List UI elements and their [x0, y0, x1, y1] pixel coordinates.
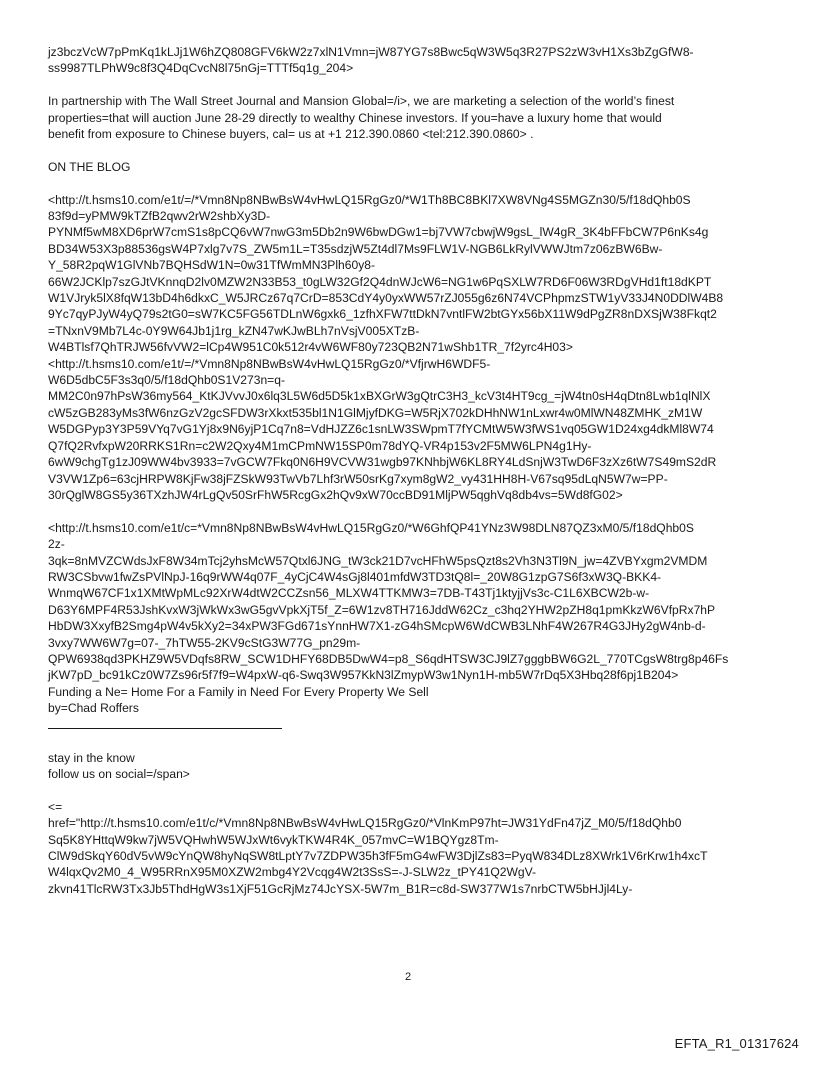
encoded-url-fragment: jz3bczVcW7pPmKq1kLJj1W6hZQ808GFV6kW2z7xlN1Vmn=jW87YG7s8Bwc5qW3W5q3R27PS2zW3vH1Xs3bZgGfW8- ss9987TLPhW9c8f3Q4DqCvcN8l75nGj=TTTf5q1g_204>: [48, 45, 694, 76]
email-body: [48, 44, 772, 897]
horizontal-divider: [48, 728, 282, 729]
social-link-href: <= href="http://t.hsms10.com/e1t/c/*Vmn8Np8NBwBsW4vHwLQ15RgGz0/*VlnKmP97ht=JW31YdFn47jZ_M0/5/f18dQhb0 Sq5K8YHttqW9kw7jW5VQHwhW5WJxWt6vykTKW4R4K_057mvC=W1BQYgz8Tm- ClW9dSkqY60dV5vW9cYnQW8hyNqSW8tLptY7v7ZDPW35h3fF5mG4wFW3DjlZs83=PyqW834DLz8XWrk1V6rKrw1h4xcT W4lqxQv2M0_4_W95RRnX95M0XZW2mbg4Y2Vcqg4W2t3SsS=-J-SLW2z_tPY41Q2WgV- zkvn41TlcRW3Tx3Jb5ThdHgW3s1XjF51GcRjMz74JcYSX-5W7m_B1R=c8d-SW377W1s7nrbCTW5bHJjl4Ly-: [48, 799, 708, 896]
blog-tracking-links: <http://t.hsms10.com/e1t/=/*Vmn8Np8NBwBsW4vHwLQ15RgGz0/*W1Th8BC8BKl7XW8VNg4S5MGZn30/5/f18dQhb0S 83f9d=yPMW9kTZfB2qwv2rW2shbXy3D- PYNMf5wM8XD6prW7cmS1s8pCQ6vW7nwG3m5Db2n9W6bwDGw1=bj7VW7cbwjW9gsL_lW4gR_3K4bFFbCW7P6nKs4g BD34W53X3p88536gsW4P7xlg7v7S_ZW5m1L=T35sdzjW5Zt4dl7Ms9FLW1V-NGB6LkRylVWWJtm7z06zBW6Bw- Y_58R2pqW1GlVNb7BQHSdW1N=0w31TfWmMN3Plh60y8- 66W2JCKlp7szGJtVKnnqD2lv0MZW2N33B53_t0gLW32Gf2Q4dnWJcW6=NG1w6PqSXLW7RD6F06W3RDgVHd1ft18dKPT W1VJryk5lX8fqW13bD4h6dkxC_W5JRCz67q7CrD=853CdY4y0yxWW57rZJ055g6z6N74VCPhpmzSTW1yV33J4N0DDlW4B8 9Yc7qyPJyW4yQ79s2tG0=sW7KC5FG56TDLnW6gxk6_1zfhXFW7ttDkN7vntlFW2btGYx56bX11W9dPgZR8nDXSjW38Fkqt2 =TNxnV9Mb7L4c-0Y9W64Jb1j1rg_kZN47wKJwBLh7nVsjV005XTzB- W4BTlsf7QhTRJW56fvVW2=lCp4W951C0k512r4vW6WF80y723QB2N71wShb1TR_7f2yrc4H03> <http://t.hsms10.com/e1t/=/*Vmn8Np8NBwBsW4vHwLQ15RgGz0/*VfjrwH6WDF5- W6D5dbC5F3s3q0/5/f18dQhb0S1V273n=q- MM2C0n97hPsW36my564_KtKJVvvJ0x6lq3L5W6d5D5k1xBXGrW3gQtrC3H3_kcV3t4HT9cg_=jW4tn0sH4qDtn8Lwb1qlNlX cW5zGB283yMs3fW6nzGzV2gcSFDW3rXkxt535bl1N1GlMjyfDKG=W5RjX702kDHhNW1nLxwr4w0MlWN48ZMHK_zM1W W5DGPyp3Y3P59VYq7vG1Yj8x9N6yjP1Cq7n8=VdHJZZ6c1snLW3SWpmT7fYCMtW5W3fWS1vq05GW1D24xg4dkMl8W74 Q7fQ2RvfxpW20RRKS1Rn=c2W2Qxy4M1mCPmNW15SP0m78dYQ-VR4p153v2F5MW6LPN4g1Hy- 6wW9chgTg1zJ09WW4bv3933=7vGCW7Fkq0N6H9VCVW31wgb97KNhbjW6KL8RY4LdSnjW3TwD6F3zXz6tW7S49mS2dR V3VW1Zp6=63cjHRPW8KjFw38jFZSkW93TwVb7Lhf3rW50srKg7xym8gW2_vy431HH8H-V67sq95dLqN5W7w=PP- 30rQglW8GS5y36TXzhJW4rLgQv50SrFhW5RcgGx2hQv9xW70ccBD91MljPW5qghVq8db4vs=5Wd8fG02>: [48, 192, 724, 502]
blog-post-link-and-title: <http://t.hsms10.com/e1t/c=*Vmn8Np8NBwBsW4vHwLQ15RgGz0/*W6GhfQP41YNz3W98DLN87QZ3xM0/5/f18dQhb0S 2z- 3qk=8nMVZCWdsJxF8W34mTcj2yhsMcW57Qtxl6JNG_tW3ck21D7vcHFhW5psQzt8s2Vh3N3Tl9N_jw=4ZVBYxgm2VMDM RW3CSbvw1fwZsPVlNpJ-16q9rWW4q07F_4yCjC4W4sGj8l401mfdW3TD3tQ8l=_20W8G1zpG7S6f3xW3Q-BKK4- WnmqW67CF1x1XMtWpMLc92XrW4dtW2CCZsn56_MLXW4TTKMW3=7DB-T43Tj1ktyjjVs3c-C1L6XBCW2b-w- D63Y6MPF4R53JshKvxW3jWkWx3wG5gvVpkXjT5f_Z=6W1zv8TH716JddW62Cz_c3hq2YHW2pZH8q1pmKkzW6VfpRx7hP HbDW3XxyfB2Smg4pW4v5kXy2=34xPW3FGd671sYnnHW7X1-zG4hSMcpW6WdCWB3LNhF4W267R4G3JHy2gW4nb-d- 3vxy7WW6W7g=07-_7hTW55-2KV9cStG3W77G_pn29m- QPW6938qd3PKHZ9W5VDqfs8RW_SCW1DHFY68DB5DwW4=p8_S6qdHTSW3CJ9lZ7gggbBW6G2L_770TCgsW8trg8p46Fs jKW7pD_bc91kCz0W7Zs96r5f7f9=W4pxW-q6-Swq3W957KkN3lZmypW3w1Nyn1H-mb5W7rDq5X3Hbq28f6pj1B204> Funding a Ne= Home For a Family in Need For Every Property We Sell by=Chad Roffers: [48, 520, 729, 716]
page-number: 2: [404, 971, 412, 983]
social-follow-text: stay in the know follow us on social=/span>: [48, 750, 190, 781]
section-heading-on-the-blog: ON THE BLOG: [48, 159, 131, 174]
document-id-stamp: EFTA_R1_01317624: [674, 1036, 799, 1051]
auction-announcement-paragraph: In partnership with The Wall Street Journal and Mansion Global=/i>, we are marketing a selection of the world’s finest properties=that will auction June 28-29 directly to wealthy Chinese investors. If you=have a luxury home that would benefit from exposure to Chinese buyers, cal= us at +1 212.390.0860 <tel:212.390.0860> .: [48, 94, 675, 142]
